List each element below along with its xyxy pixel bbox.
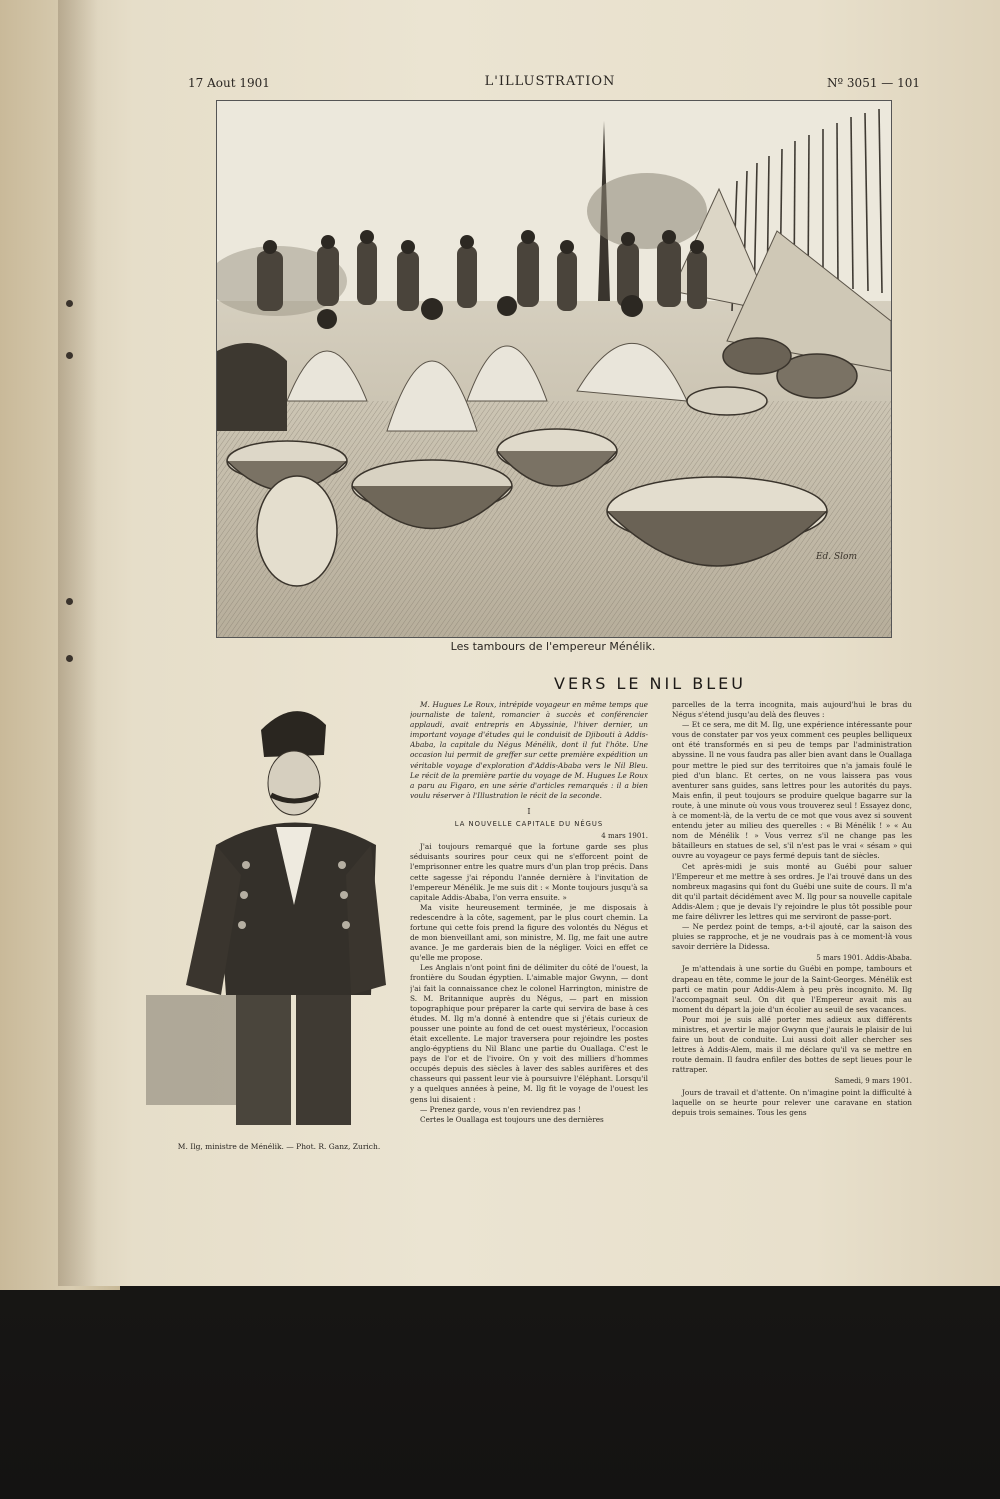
paragraph: — Ne perdez point de temps, a-t-il ajouté, car la saison des pluies se rapproche, et je ne voudrais pas à ce moment-là vous savoir derrière la Didessa. (672, 922, 912, 952)
article-column-1 (410, 700, 648, 1170)
page-header (180, 76, 920, 96)
paragraph: Jours de travail et d'attente. On n'imagine point la difficulté à laquelle on se heurte pour relever une caravane en station depuis trois semaines. Tous les gens (672, 1087, 912, 1117)
binding-hole (66, 300, 73, 307)
section-title: LA NOUVELLE CAPITALE DU NÉGUS (454, 820, 604, 829)
portrait-engraving (146, 695, 406, 1135)
engraving-drawing (217, 101, 891, 637)
paragraph: — Et ce sera, me dit M. Ilg, une expérience intéressante pour vous de constater par vos yeux comment ces peuples belliqueux ont été transformés en si peu de temps par l'administration abyssine. Il ne vous faudra pas aller bien avant dans le Ouallaga pour mettre le pied sur des territoires que n'a jamais foulé le pied d'un blanc. Et certes, on ne vous laissera pas vous aventurer sans guides, sans lettres pour les autorités du pays. Mais enfin, il peut toujours se produire quelque bagarre sur la route, à une minute où vous vous trouverez seul ! Essayez donc, à ce moment-là, de la vertu de ce mot que vous avez si souvent entendu jeter au milieu des querelles : « Bi Ménélik ! » « Au nom de Ménélik ! » Vous verrez s'il ne change pas les bâtailleurs en statues de sel, s'il n'est pas le vrai « sésam » qui ouvre au voyageur ce pays fermé depuis tant de siècles. (672, 720, 912, 861)
paragraph: Cet après-midi je suis monté au Guébi pour saluer l'Empereur et me mettre à ses ordres. Je l'ai trouvé dans un des nombreux magasins qui font du Guébi une suite de cours. Il m'a dit qu'il partait décidément avec M. Ilg pour sa nouvelle capitale Addis-Alem ; que je devais l'y rejoindre le plus tôt possible pour me faire délivrer les lettres qui me serviront de passe-port. (672, 861, 912, 921)
binding-hole (66, 655, 73, 662)
portrait-caption: M. Ilg, ministre de Ménélik. — Phot. R. Ganz, Zurich. (177, 1142, 381, 1151)
engraving-caption: Les tambours de l'empereur Ménélik. (450, 640, 656, 653)
masthead-title: L'ILLUSTRATION (484, 74, 616, 89)
article-column-2 (672, 700, 912, 1170)
paragraph: — Prenez garde, vous n'en reviendrez pas ! (420, 1104, 581, 1114)
paragraph: Ma visite heureusement terminée, je me disposais à redescendre à la côte, sagement, par le plus court chemin. La fortune qui cette fois prend la figure des volontés du Négus et de mon bienveillant ami, son ministre, M. Ilg, me fait une autre avance. Je me garderais bien de la négliger. Voici en effet ce qu'elle me propose. (410, 902, 648, 963)
paragraph: Certes le Ouallaga est toujours une des dernières (420, 1114, 604, 1124)
dateline: Samedi, 9 mars 1901. (834, 1077, 912, 1086)
portrait-drawing (146, 695, 406, 1135)
page-fold-shadow (58, 0, 98, 1286)
dateline: 5 mars 1901. Addis-Ababa. (816, 954, 912, 963)
binding-hole (66, 598, 73, 605)
engraving-signature: Ed. Slom (815, 552, 857, 562)
header-date: 17 Aout 1901 (188, 76, 270, 90)
dateline: 4 mars 1901. (601, 832, 648, 841)
drums-engraving (216, 100, 892, 638)
section-number: I (527, 806, 531, 816)
paragraph: Je m'attendais à une sortie du Guébi en pompe, tambours et drapeau en tête, comme le jour de la Saint-Georges. Ménélik est parti ce matin pour Addis-Alem à peu près incognito. M. Ilg l'accompagnait seul. On dit que l'Empereur avait mis au moment du départ la joie d'un écolier au seuil de ses vacances. (672, 964, 912, 1014)
paragraph: Pour moi je suis allé porter mes adieux aux différents ministres, et avertir le major Gwynn que j'aurais le plaisir de lui faire un bout de conduite. Lui aussi doit aller chercher ses lettres à Addis-Alem, mais il me déclare qu'il va se mettre en route demain. Il faudra enfiler des bottes de sept lieues pour le rattraper. (672, 1014, 912, 1075)
issue-page-number: Nº 3051 — 101 (826, 76, 920, 90)
paragraph: J'ai toujours remarqué que la fortune garde ses plus séduisants sourires pour ceux qui ne s'efforcent point de l'emprisonner entre les quatre murs d'un plan trop précis. Dans cette sagesse j'ai répondu l'année dernière à l'invitation de l'empereur Ménélik. Je me suis dit : « Monte toujours jusqu'à sa capitale Addis-Ababa, l'on verra ensuite. » (410, 842, 648, 902)
article-title: VERS LE NIL BLEU (554, 674, 746, 693)
paragraph: Les Anglais n'ont point fini de délimiter du côté de l'ouest, la frontière du Soudan égyptien. L'aimable major Gwynn, — dont j'ai fait la connaissance chez le colonel Harrington, ministre de S. M. Britannique auprès du Négus, — part en mission topographique pour préparer la carte qui servira de base à ces études. M. Ilg m'a donné à entendre que si j'étais curieux de pousser une pointe au fond de cet ouest mystérieux, l'occasion était excellente. Le major traversera pour rejoindre les postes anglo-égyptiens du Nil Blanc une partie du Ouallaga. C'est le pays de l'or et de l'ivoire. On y voit des milliers d'hommes occupés depuis des siècles à laver des sables aurifères et des chasseurs qui passent leur vie à poursuivre l'éléphant. Lorsqu'il y a quelques années à peine, M. Ilg fit le voyage de l'ouest les gens lui disaient : (410, 963, 648, 1104)
article-intro: M. Hugues Le Roux, intrépide voyageur en même temps que journaliste de talent, romancier à succès et conférencier applaudi, avait entrepris en Abyssinie, l'hiver dernier, un important voyage d'études qui le conduisit de Djibouti à Addis-Ababa, la capitale du Négus Ménélik, dont il fut l'hôte. Une occasion lui permit de greffer sur cette première expédition un véritable voyage d'exploration d'Addis-Ababa vers le Nil Bleu. Le récit de la première partie du voyage de M. Hugues Le Roux a paru au Figaro, en une série d'articles remarqués : il a bien voulu réserver à l'Illustration le récit de la seconde. (410, 700, 648, 800)
paragraph: parcelles de la terra incognita, mais aujourd'hui le bras du Négus s'étend jusqu'au delà des fleuves : (672, 700, 912, 720)
binding-hole (66, 352, 73, 359)
